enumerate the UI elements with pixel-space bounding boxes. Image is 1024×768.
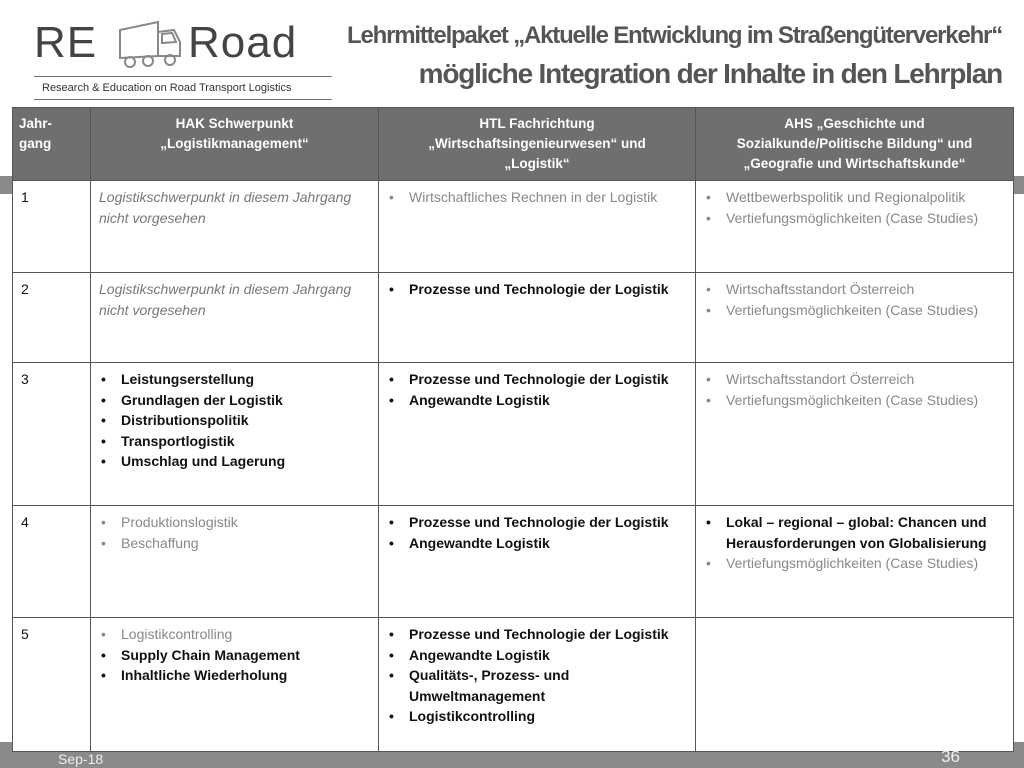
list-item: • Qualitäts-, Prozess- und Umweltmanagement [387,665,687,706]
year-cell: 1 [13,181,91,273]
list-item: • Wirtschaftsstandort Österreich [704,279,1005,300]
table-row [13,363,1014,506]
header-ahs: AHS „Geschichte und Sozialkunde/Politische Bildung“ und „Geografie und Wirtschaftskunde“ [696,108,1014,181]
bullet-list [387,187,687,208]
list-item: • Supply Chain Management [99,645,370,666]
bullet-list [387,512,687,553]
htl-cell [379,506,696,618]
hak-cell [91,181,379,273]
ahs-cell [696,273,1014,363]
curriculum-table [12,107,1014,752]
list-item: • Vertiefungsmöglichkeiten (Case Studies) [704,553,1005,574]
list-item: • Wirtschaftsstandort Österreich [704,369,1005,390]
bullet-list [99,512,370,553]
table-row [13,506,1014,618]
list-item: • Wettbewerbspolitik und Regionalpolitik [704,187,1005,208]
year-cell: 3 [13,363,91,506]
list-item: • Angewandte Logistik [387,390,687,411]
footer-date: Sep-18 [58,751,104,767]
hak-note: Logistikschwerpunkt in diesem Jahrgang nicht vorgesehen [99,281,352,318]
list-item: • Vertiefungsmöglichkeiten (Case Studies) [704,300,1005,321]
list-item: • Beschaffung [99,533,370,554]
list-item: • Prozesse und Technologie der Logistik [387,369,687,390]
bullet-list [704,369,1005,410]
ahs-cell [696,506,1014,618]
year-cell: 4 [13,506,91,618]
list-item: • Angewandte Logistik [387,645,687,666]
list-item: • Lokal – regional – global: Chancen und Herausforderungen von Globalisierung [704,512,1005,553]
table-header-row [13,108,1014,181]
table-row [13,273,1014,363]
list-item: • Grundlagen der Logistik [99,390,370,411]
hak-cell [91,273,379,363]
table-row [13,181,1014,273]
bullet-list [704,187,1005,228]
header-year: Jahr- gang [13,108,91,181]
slide-subtitle: mögliche Integration der Inhalte in den Lehrplan [418,58,1002,89]
page-number: 36 [941,747,960,766]
logo-text-road: Road [188,18,298,67]
bullet-list [387,624,687,727]
hak-cell [91,363,379,506]
hak-cell [91,618,379,752]
list-item: • Prozesse und Technologie der Logistik [387,624,687,645]
header-hak: HAK Schwerpunkt „Logistikmanagement“ [91,108,379,181]
list-item: • Transportlogistik [99,431,370,452]
htl-cell [379,618,696,752]
truck-icon [112,18,186,72]
list-item: • Logistikcontrolling [387,706,687,727]
list-item: • Angewandte Logistik [387,533,687,554]
list-item: • Distributionspolitik [99,410,370,431]
list-item: • Produktionslogistik [99,512,370,533]
year-cell: 2 [13,273,91,363]
logo-divider [34,76,332,77]
logo-text-re: RE [34,18,98,67]
logo-tagline: Research & Education on Road Transport Logistics [42,82,292,94]
bullet-list [99,624,370,686]
bullet-list [387,369,687,410]
header-htl: HTL Fachrichtung „Wirtschaftsingenieurwesen“ und „Logistik“ [379,108,696,181]
bullet-list [387,279,687,300]
list-item: • Vertiefungsmöglichkeiten (Case Studies) [704,390,1005,411]
list-item: • Logistikcontrolling [99,624,370,645]
hak-note: Logistikschwerpunkt in diesem Jahrgang nicht vorgesehen [99,189,352,226]
ahs-cell [696,181,1014,273]
list-item: • Leistungserstellung [99,369,370,390]
list-item: • Wirtschaftliches Rechnen in der Logistik [387,187,687,208]
list-item: • Vertiefungsmöglichkeiten (Case Studies) [704,208,1005,229]
list-item: • Prozesse und Technologie der Logistik [387,279,687,300]
htl-cell [379,181,696,273]
ahs-cell [696,363,1014,506]
htl-cell [379,273,696,363]
ahs-cell [696,618,1014,752]
bullet-list [704,279,1005,320]
logo-divider [34,99,332,100]
list-item: • Inhaltliche Wiederholung [99,665,370,686]
bullet-list [99,369,370,472]
slide-title: Lehrmittelpaket „Aktuelle Entwicklung im Straßengüterverkehr“ [347,22,1002,49]
re-road-logo [30,14,335,100]
htl-cell [379,363,696,506]
list-item: • Prozesse und Technologie der Logistik [387,512,687,533]
table-row [13,618,1014,752]
bullet-list [704,512,1005,574]
hak-cell [91,506,379,618]
year-cell: 5 [13,618,91,752]
list-item: • Umschlag und Lagerung [99,451,370,472]
